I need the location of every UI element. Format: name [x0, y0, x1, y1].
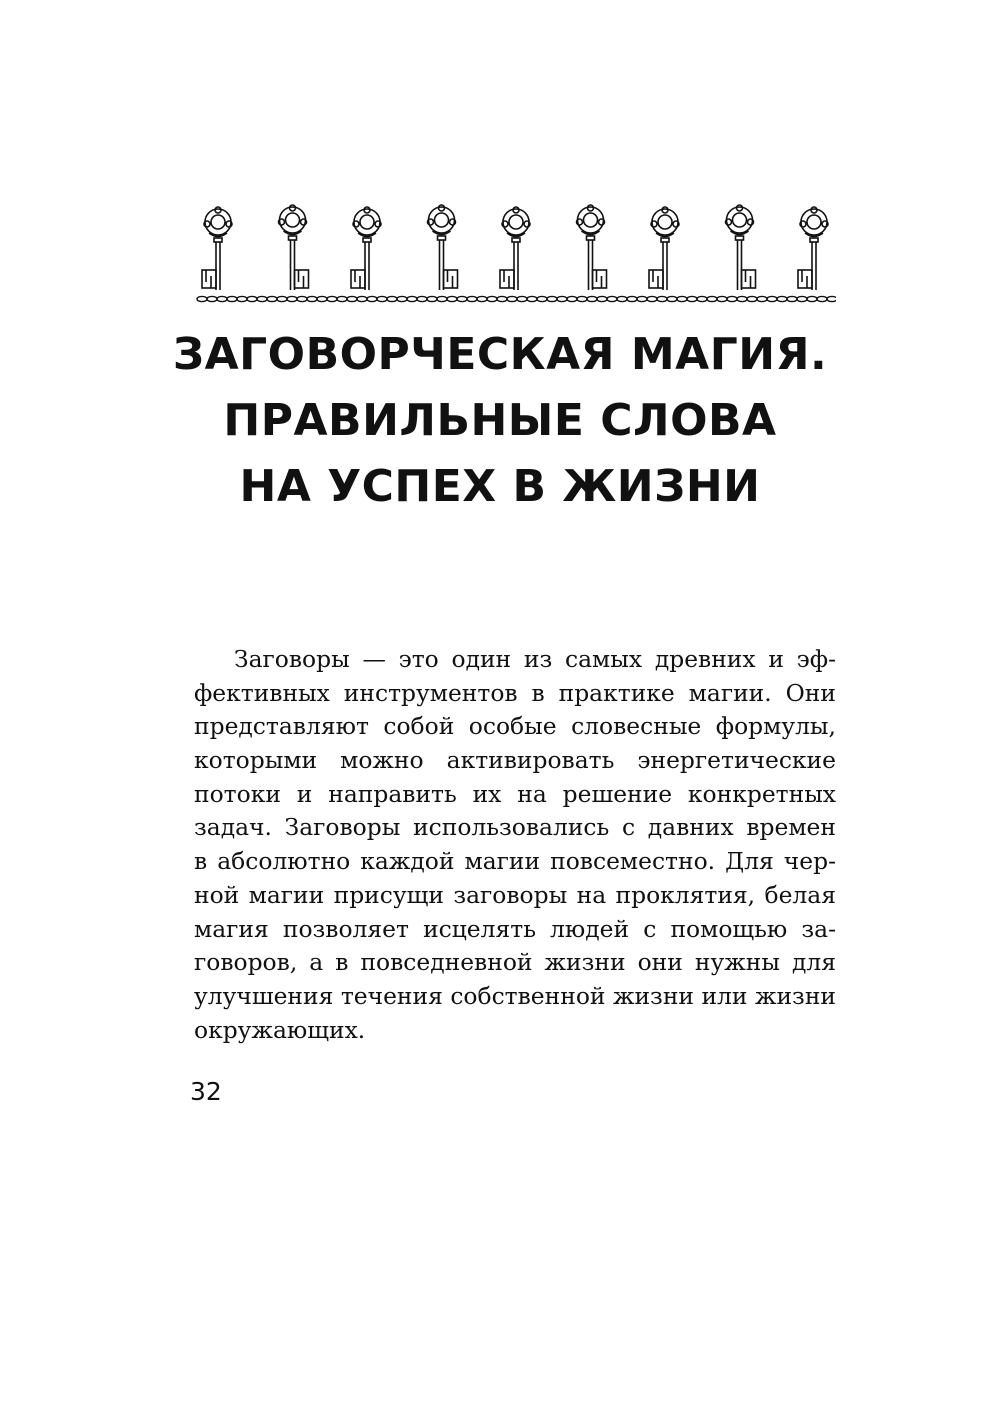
body-line: которыми можно активировать энергетические	[194, 746, 836, 775]
body-line: потоки и направить их на решение конкретных	[194, 779, 836, 808]
body-line: фективных инструментов в практике магии. Они	[194, 678, 836, 707]
body-line: окружающих.	[194, 1015, 366, 1044]
chapter-title-line-1: ЗАГОВОРЧЕСКАЯ МАГИЯ.	[172, 329, 828, 380]
body-line: задач. Заговоры использовались с давних времен	[194, 813, 836, 842]
body-line: улучшения течения собственной жизни или жизни	[194, 981, 836, 1010]
body-line: Заговоры — это один из самых древних и эф-	[234, 645, 836, 673]
key-icon	[726, 205, 756, 290]
key-icon	[279, 205, 309, 290]
chapter-title	[100, 322, 900, 520]
body-line: ной магии присущи заговоры на проклятия, белая	[194, 880, 836, 909]
key-icon	[649, 207, 679, 290]
key-icon	[351, 207, 381, 290]
key-icon	[798, 207, 828, 290]
keys-ornament-icon	[196, 200, 836, 308]
body-line: говоров, а в повседневной жизни они нужны для	[194, 948, 836, 977]
chapter-title-line-2: ПРАВИЛЬНЫЕ СЛОВА	[223, 395, 777, 446]
key-icon	[202, 207, 232, 290]
body-paragraph	[194, 643, 836, 1047]
key-icon	[577, 205, 607, 290]
key-icon	[500, 207, 530, 290]
chain-border-icon	[197, 296, 836, 301]
body-line: в абсолютно каждой магии повсеместно. Для чер-	[194, 847, 836, 876]
chapter-title-line-3: НА УСПЕХ В ЖИЗНИ	[239, 461, 761, 512]
key-icon	[428, 205, 458, 290]
page-number: 32	[190, 1077, 222, 1106]
body-line: магия позволяет исцелять людей с помощью за-	[194, 914, 836, 943]
body-line: представляют собой особые словесные формулы,	[194, 712, 836, 741]
